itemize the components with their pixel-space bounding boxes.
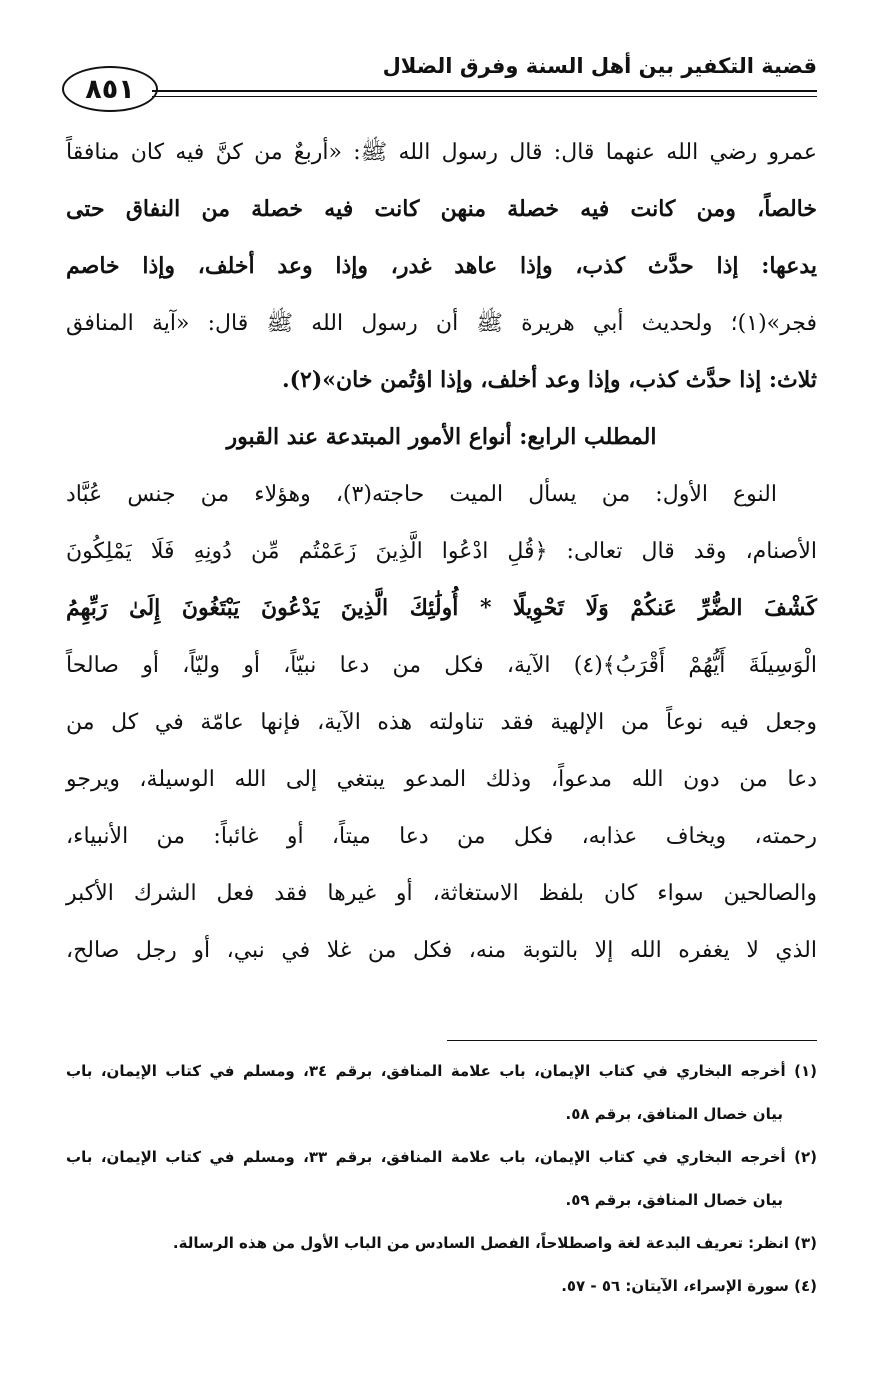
page-number: ٨٥١ (62, 66, 158, 112)
text-line: الْوَسِيلَةَ أَيُّهُمْ أَقْرَبُ﴾(٤) الآية، فكل من دعا نبيّاً، أو وليّاً، أو صالحاً (66, 653, 817, 678)
text-line: يدعها: إذا حدَّث كذب، وإذا عاهد غدر، وإذا وعد أخلف، وإذا خاصم (66, 253, 817, 279)
header-rule-thin (152, 96, 817, 97)
text-line: وجعل فيه نوعاً من الإلهية فقد تناولته هذه الآية، فإنها عامّة في كل من (66, 710, 817, 735)
text-line: عمرو رضي الله عنهما قال: قال رسول الله ﷺ: «أربعٌ من كنَّ فيه كان منافقاً (66, 140, 817, 165)
footnote-2-cont: بيان خصال المنافق، برقم ٥٩. (565, 1191, 783, 1209)
text-line: والصالحين سواء كان بلفظ الاستغاثة، أو غيرها فقد فعل الشرك الأكبر (66, 881, 817, 906)
quran-line: كَشْفَ الضُّرِّ عَنكُمْ وَلَا تَحْوِيلًا * أُولَٰئِكَ الَّذِينَ يَدْعُونَ يَبْتَغُونَ إِلَىٰ رَبِّهِمُ (66, 595, 817, 621)
footnote-separator (447, 1040, 817, 1041)
running-header (60, 50, 817, 110)
header-title: قضية التكفير بين أهل السنة وفرق الضلال (382, 54, 817, 78)
text-line: ثلاث: إذا حدَّث كذب، وإذا وعد أخلف، وإذا اؤتُمن خان»(٢). (281, 367, 817, 393)
footnote-2: (٢) أخرجه البخاري في كتاب الإيمان، باب علامة المنافق، برقم ٣٣، ومسلم في كتاب الإيمان، باب (66, 1148, 817, 1166)
text-line: فجر»(١)؛ ولحديث أبي هريرة ﷺ أن رسول الله ﷺ قال: «آية المنافق (66, 311, 817, 336)
text-line: الأصنام، وقد قال تعالى: ﴿قُلِ ادْعُوا الَّذِينَ زَعَمْتُم مِّن دُونِهِ فَلَا يَمْلِكُونَ (66, 539, 817, 564)
footnote-1: (١) أخرجه البخاري في كتاب الإيمان، باب علامة المنافق، برقم ٣٤، ومسلم في كتاب الإيمان، باب (66, 1062, 817, 1080)
main-text (66, 124, 817, 979)
header-rule (152, 90, 817, 92)
footnote-4: (٤) سورة الإسراء، الآيتان: ٥٦ - ٥٧. (561, 1277, 817, 1295)
text-line: خالصاً، ومن كانت فيه خصلة منهن كانت فيه خصلة من النفاق حتى (66, 196, 817, 222)
section-heading: المطلب الرابع: أنواع الأمور المبتدعة عند القبور (226, 424, 657, 450)
footnote-1-cont: بيان خصال المنافق، برقم ٥٨. (565, 1105, 783, 1123)
text-line: دعا من دون الله مدعواً، وذلك المدعو يبتغي إلى الله الوسيلة، ويرجو (66, 767, 817, 792)
footnote-3: (٣) انظر: تعريف البدعة لغة واصطلاحاً، الفصل السادس من الباب الأول من هذه الرسالة. (172, 1234, 817, 1252)
footnotes (66, 1050, 817, 1308)
text-line: رحمته، ويخاف عذابه، فكل من دعا ميتاً، أو غائباً: من الأنبياء، (66, 824, 817, 849)
text-line: النوع الأول: من يسأل الميت حاجته(٣)، وهؤلاء من جنس عُبَّاد (66, 482, 777, 507)
text-line: الذي لا يغفره الله إلا بالتوبة منه، فكل من غلا في نبي، أو رجل صالح، (66, 938, 817, 963)
